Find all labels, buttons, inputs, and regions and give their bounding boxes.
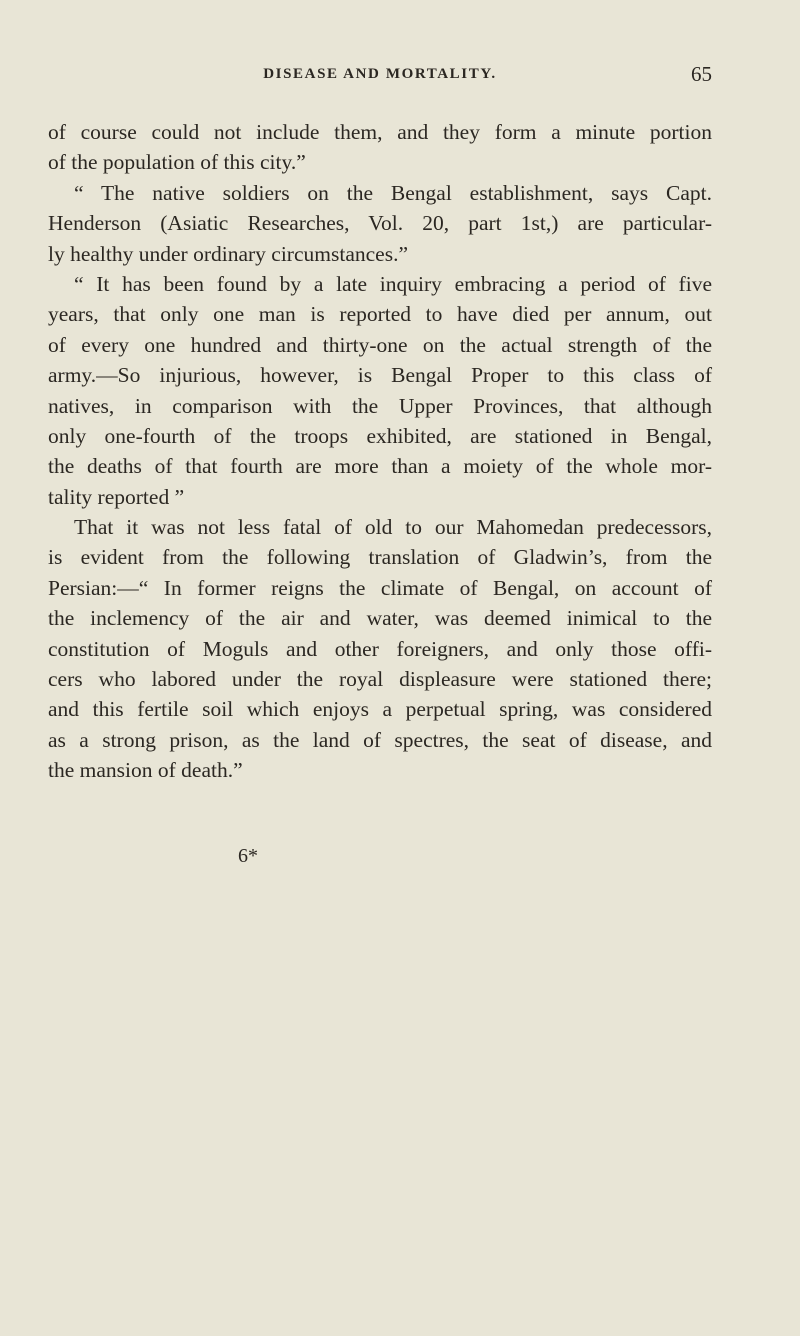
- text-line: That it was not less fatal of old to our Mahomedan predecessors,: [74, 515, 712, 540]
- text-line: cers who labored under the royal displeasure were stationed there;: [48, 667, 712, 692]
- text-line: constitution of Moguls and other foreigners, and only those offi-: [48, 636, 712, 661]
- signature-mark: 6*: [238, 845, 258, 867]
- text-line: “ The native soldiers on the Bengal establishment, says Capt.: [74, 180, 712, 205]
- text-line: the inclemency of the air and water, was deemed inimical to the: [48, 606, 712, 631]
- text-line: years, that only one man is reported to have died per annum, out: [48, 302, 712, 327]
- text-line: of course could not include them, and they form a minute portion: [48, 120, 712, 144]
- text-line: natives, in comparison with the Upper Provinces, that although: [48, 393, 712, 418]
- text-line: “ It has been found by a late inquiry embracing a period of five: [74, 271, 712, 296]
- text-line: Persian:—“ In former reigns the climate of Bengal, on account of: [48, 575, 712, 600]
- text-line: of the population of this city.”: [48, 150, 306, 175]
- text-line: and this fertile soil which enjoys a perpetual spring, was considered: [48, 697, 712, 722]
- text-line: army.—So injurious, however, is Bengal Proper to this class of: [48, 363, 712, 388]
- text-line: is evident from the following translation of Gladwin’s, from the: [48, 545, 712, 570]
- page-number: 65: [691, 62, 712, 86]
- text-line: the deaths of that fourth are more than a moiety of the whole mor-: [48, 454, 712, 479]
- text-line: only one-fourth of the troops exhibited, are stationed in Bengal,: [48, 423, 712, 448]
- page-header: [48, 62, 712, 90]
- text-line: of every one hundred and thirty-one on the actual strength of the: [48, 332, 712, 357]
- body-text: [48, 117, 712, 786]
- text-line: as a strong prison, as the land of spectres, the seat of disease, and: [48, 727, 712, 752]
- text-line: Henderson (Asiatic Researches, Vol. 20, part 1st,) are particular-: [48, 211, 712, 236]
- text-line: ly healthy under ordinary circumstances.”: [48, 241, 408, 266]
- running-title: DISEASE AND MORTALITY.: [263, 66, 497, 82]
- text-line: the mansion of death.”: [48, 758, 243, 783]
- text-line: tality reported ”: [48, 484, 185, 509]
